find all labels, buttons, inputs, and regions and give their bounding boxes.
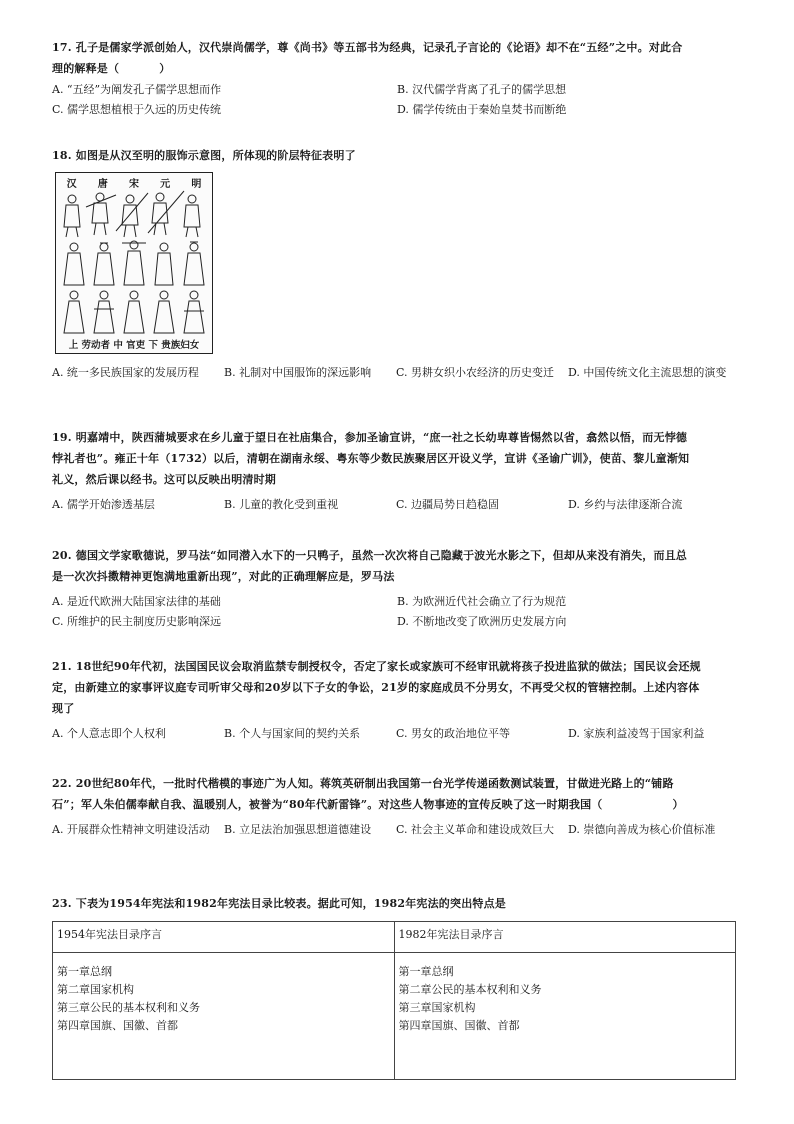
question-19-stem bbox=[52, 427, 742, 490]
option-c[interactable]: C. 男耕女织小农经济的历史变迁 bbox=[396, 366, 555, 379]
option-c[interactable]: C. 边疆局势日趋稳固 bbox=[396, 498, 500, 511]
question-17-stem bbox=[52, 37, 742, 79]
option-d[interactable]: D. 不断地改变了欧洲历史发展方向 bbox=[397, 615, 567, 628]
option-a[interactable]: A. 儒学开始渗透基层 bbox=[52, 498, 155, 511]
option-c[interactable]: C. 所维护的民主制度历史影响深远 bbox=[52, 615, 222, 628]
option-a[interactable]: A. 统一多民族国家的发展历程 bbox=[52, 366, 199, 379]
stem-line: 21. 18世纪90年代初，法国国民议会取消监禁专制授权令，否定了家长或家族可不经审讯就将孩子投进监狱的做法；国民议会还规 bbox=[52, 660, 701, 673]
question-18 bbox=[52, 145, 742, 166]
option-d[interactable]: D. 中国传统文化主流思想的演变 bbox=[568, 366, 727, 379]
question-23-stem: 23. 下表为1954年宪法和1982年宪法目录比较表。据此可知，1982年宪法的突出特点是 bbox=[52, 897, 507, 910]
stem-line: 22. 20世纪80年代，一批时代楷模的事迹广为人知。蒋筑英研制出我国第一台光学传递函数测试装置，甘做进光路上的“铺路 bbox=[52, 777, 674, 790]
option-d[interactable]: D. 崇德向善成为核心价值标准 bbox=[568, 823, 716, 836]
question-20-options bbox=[52, 593, 742, 631]
stem-line: 20. 德国文学家歌德说，罗马法“如同潜入水下的一只鸭子，虽然一次次将自己隐藏于波光水影之下，但却从来没有消失，而且总 bbox=[52, 549, 688, 562]
question-20 bbox=[52, 545, 742, 631]
question-23 bbox=[52, 893, 742, 914]
dynasty-label: 明 bbox=[191, 179, 202, 190]
table-header-cell: 1954年宪法目录序言 bbox=[53, 922, 395, 953]
option-c[interactable]: C. 社会主义革命和建设成效巨大 bbox=[396, 823, 555, 836]
dynasty-label: 宋 bbox=[128, 179, 139, 190]
question-18-options bbox=[52, 364, 742, 382]
option-d[interactable]: D. 儒学传统由于秦始皇焚书而断绝 bbox=[397, 103, 567, 116]
option-a[interactable]: A. “五经”为阐发孔子儒学思想而作 bbox=[52, 83, 222, 96]
option-b[interactable]: B. 立足法治加强思想道德建设 bbox=[224, 823, 372, 836]
dynasty-label: 唐 bbox=[97, 179, 108, 190]
chapter-item: 第二章公民的基本权利和义务 bbox=[398, 983, 542, 996]
question-18-stem: 18. 如图是从汉至明的服饰示意图，所体现的阶层特征表明了 bbox=[52, 149, 356, 162]
official-figures bbox=[64, 241, 204, 285]
stem-line: 悖礼者也”。雍正十年（1732）以后，清朝在湖南永绥、粤东等少数民族聚居区开设义学，宣讲《圣谕广训》，使苗、黎儿童渐知 bbox=[52, 452, 690, 465]
option-d[interactable]: D. 家族利益凌驾于国家利益 bbox=[568, 727, 705, 740]
clothing-figure bbox=[55, 172, 213, 354]
question-17-options bbox=[52, 81, 742, 119]
chapter-item: 第四章国旗、国徽、首都 bbox=[57, 1019, 178, 1032]
stem-line: 定，由新建立的家事评议庭专司听审父母和20岁以下子女的争讼，21岁的家庭成员不分男女，不再受父权的管辖控制。上述内容体 bbox=[52, 681, 700, 694]
table-cell-1982 bbox=[394, 953, 736, 1080]
table-header-cell: 1982年宪法目录序言 bbox=[394, 922, 736, 953]
option-b[interactable]: B. 礼制对中国服饰的深远影响 bbox=[224, 366, 372, 379]
chapter-item: 第三章国家机构 bbox=[398, 1001, 476, 1014]
chapter-item: 第四章国旗、国徽、首都 bbox=[398, 1019, 520, 1032]
chapter-item: 第一章总纲 bbox=[398, 965, 454, 978]
question-21-options bbox=[52, 725, 742, 743]
dynasty-label: 元 bbox=[160, 179, 171, 190]
stem-line: 17. 孔子是儒家学派创始人，汉代崇尚儒学，尊《尚书》等五部书为经典，记录孔子言论的《论语》却不在“五经”之中。对此合 bbox=[52, 41, 683, 54]
chapter-item: 第三章公民的基本权利和义务 bbox=[57, 1001, 200, 1014]
question-22 bbox=[52, 773, 742, 839]
figure-caption: 上 劳动者 中 官吏 下 贵族妇女 bbox=[68, 340, 200, 351]
question-22-options bbox=[52, 821, 742, 839]
table-cell-1954 bbox=[53, 953, 395, 1080]
dynasty-label: 汉 bbox=[66, 179, 77, 190]
table-row bbox=[53, 953, 736, 1080]
stem-line: 石”；军人朱伯儒奉献自我、温暖别人，被誉为“80年代新雷锋”。对这些人物事迹的宣传反映了这一时期我国（ ） bbox=[52, 798, 684, 811]
stem-line: 是一次次抖擞精神更饱满地重新出现”，对此的正确理解应是，罗马法 bbox=[52, 570, 395, 583]
stem-line: 现了 bbox=[52, 702, 75, 715]
stem-line: 理的解释是（ ） bbox=[52, 62, 171, 75]
table-header-row bbox=[53, 922, 736, 953]
question-20-stem bbox=[52, 545, 742, 587]
option-a[interactable]: A. 个人意志即个人权利 bbox=[52, 727, 166, 740]
stem-line: 礼义，然后课以经书。这可以反映出明清时期 bbox=[52, 473, 276, 486]
option-b[interactable]: B. 个人与国家间的契约关系 bbox=[224, 727, 361, 740]
option-b[interactable]: B. 为欧洲近代社会确立了行为规范 bbox=[397, 595, 567, 608]
laborer-figures bbox=[64, 191, 200, 237]
question-19-options bbox=[52, 496, 742, 514]
clothing-figures-illustration bbox=[56, 187, 212, 337]
option-b[interactable]: B. 汉代儒学背离了孔子的儒学思想 bbox=[397, 83, 567, 96]
chapter-item: 第一章总纲 bbox=[57, 965, 112, 978]
question-21 bbox=[52, 656, 742, 743]
option-d[interactable]: D. 乡约与法律逐渐合流 bbox=[568, 498, 683, 511]
question-18-options-wrap bbox=[52, 360, 742, 382]
option-c[interactable]: C. 儒学思想植根于久远的历史传统 bbox=[52, 103, 222, 116]
option-b[interactable]: B. 儿童的教化受到重视 bbox=[224, 498, 339, 511]
question-17 bbox=[52, 37, 742, 119]
chapter-item: 第二章国家机构 bbox=[57, 983, 134, 996]
noble-women-figures bbox=[64, 291, 204, 333]
question-19 bbox=[52, 427, 742, 514]
option-a[interactable]: A. 是近代欧洲大陆国家法律的基础 bbox=[52, 595, 221, 608]
question-22-stem bbox=[52, 773, 742, 815]
option-c[interactable]: C. 男女的政治地位平等 bbox=[396, 727, 511, 740]
question-21-stem bbox=[52, 656, 742, 719]
option-a[interactable]: A. 开展群众性精神文明建设活动 bbox=[52, 823, 210, 836]
constitution-comparison-table bbox=[52, 921, 736, 1080]
stem-line: 19. 明嘉靖中，陕西蒲城要求在乡儿童于望日在社庙集合，参加圣谕宣讲，“庶一社之长幼卑尊皆惕然以省，翕然以悟，而无悖德 bbox=[52, 431, 688, 444]
